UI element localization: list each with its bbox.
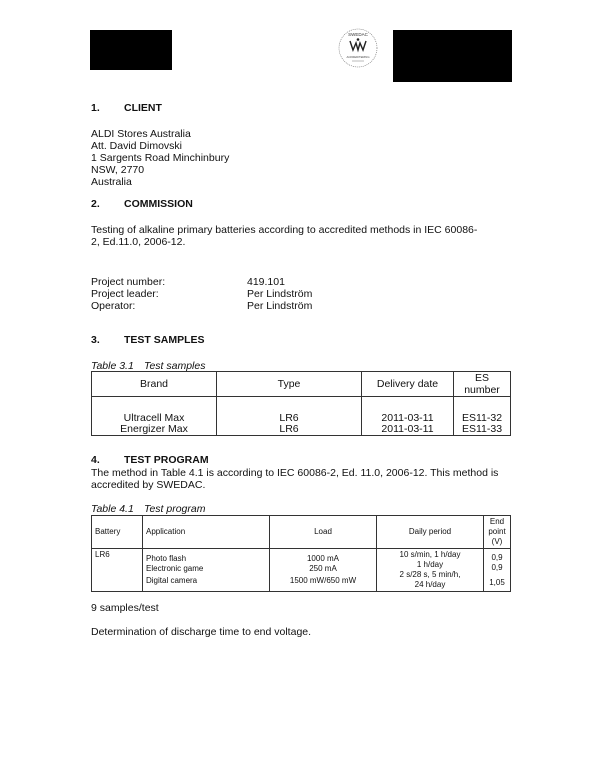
test-program-table: [91, 515, 511, 592]
section-1-heading: [91, 102, 162, 114]
address-line: Australia: [91, 176, 132, 188]
program-text: The method in Table 4.1 is according to IEC 60086-2, Ed. 11.0, 2006-12. This method is accredited by SWEDAC.: [91, 467, 499, 491]
section-2-heading: [91, 198, 193, 210]
period-line: 10 s/min, 1 h/day: [399, 550, 461, 559]
address-line: ALDI Stores Australia: [91, 128, 191, 140]
logo-text: SWEDAC: [348, 32, 368, 37]
section-title: CLIENT: [124, 102, 162, 114]
section-title: COMMISSION: [124, 198, 193, 210]
table-header-row: [92, 372, 511, 397]
section-number: 3.: [91, 334, 100, 346]
load-cell: [270, 549, 377, 592]
project-label: Operator:: [91, 300, 136, 312]
application-line: Digital camera: [146, 576, 198, 585]
period-line: 2 s/28 s, 5 min/h,: [399, 570, 461, 579]
commission-text: Testing of alkaline primary batteries according to accredited methods in IEC 60086-2, Ed.11.0, 2006-12.: [91, 224, 478, 248]
table-cell: Energizer Max: [92, 424, 217, 436]
project-value: Per Lindström: [247, 300, 313, 312]
table-4-1-caption: [91, 503, 205, 515]
column-header: Daily period: [377, 516, 484, 549]
test-samples-table: [91, 371, 511, 436]
column-header: Battery: [92, 516, 143, 549]
period-cell: [377, 549, 484, 592]
table-spacer-row: [92, 397, 511, 414]
column-header: Brand: [92, 372, 217, 397]
endpoint-line: 0,9: [491, 562, 503, 572]
project-label: Project number:: [91, 276, 166, 288]
determination-note: Determination of discharge time to end voltage.: [91, 626, 312, 638]
table-cell: 2011-03-11: [362, 413, 454, 424]
section-3-heading: [91, 334, 205, 346]
period-line: 1 h/day: [416, 560, 444, 569]
section-number: 2.: [91, 198, 100, 210]
column-header: End point (V): [484, 516, 511, 549]
table-row: [92, 549, 511, 592]
address-line: Att. David Dimovski: [91, 140, 183, 152]
caption-title: Test samples: [144, 360, 206, 372]
endpoint-line: 1,05: [489, 577, 505, 587]
section-title: TEST PROGRAM: [124, 454, 209, 466]
section-4-heading: [91, 454, 209, 466]
period-line: 24 h/day: [414, 580, 446, 589]
column-header: Load: [270, 516, 377, 549]
logo-caption: ACKREDITERING: [346, 55, 370, 59]
project-value: Per Lindström: [247, 288, 313, 300]
endpoint-cell: [484, 549, 511, 592]
application-line: Electronic game: [146, 564, 204, 573]
application-line: Photo flash: [146, 554, 187, 563]
section-title: TEST SAMPLES: [124, 334, 205, 346]
column-header: ES number: [454, 372, 511, 397]
section-number: 1.: [91, 102, 100, 114]
table-row: [92, 424, 511, 436]
redaction-block-left: [90, 30, 172, 70]
table-cell: ES11-32: [454, 413, 511, 424]
load-line: 1500 mW/650 mW: [289, 576, 357, 585]
samples-note: 9 samples/test: [91, 602, 159, 614]
project-label: Project leader:: [91, 288, 159, 300]
caption-number: Table 3.1: [91, 360, 134, 372]
redaction-block-right: [393, 30, 512, 82]
battery-cell: LR6: [92, 549, 143, 592]
table-cell: Ultracell Max: [92, 413, 217, 424]
section-number: 4.: [91, 454, 100, 466]
table-cell: LR6: [217, 424, 362, 436]
client-address: [91, 128, 229, 188]
table-cell: ES11-33: [454, 424, 511, 436]
table-header-row: [92, 516, 511, 549]
endpoint-line: 0,9: [491, 552, 503, 562]
address-line: 1 Sargents Road Minchinbury: [91, 152, 230, 164]
project-value: 419.101: [247, 276, 285, 288]
column-header: Delivery date: [362, 372, 454, 397]
application-cell: [143, 549, 270, 592]
column-header: Application: [143, 516, 270, 549]
swedac-logo: [336, 26, 380, 70]
load-line: 1000 mA: [306, 554, 340, 563]
table-cell: 2011-03-11: [362, 424, 454, 436]
column-header: Type: [217, 372, 362, 397]
caption-number: Table 4.1: [91, 503, 134, 515]
load-line: 250 mA: [309, 564, 337, 573]
table-cell: LR6: [217, 413, 362, 424]
address-line: NSW, 2770: [91, 164, 145, 176]
caption-title: Test program: [144, 503, 206, 515]
